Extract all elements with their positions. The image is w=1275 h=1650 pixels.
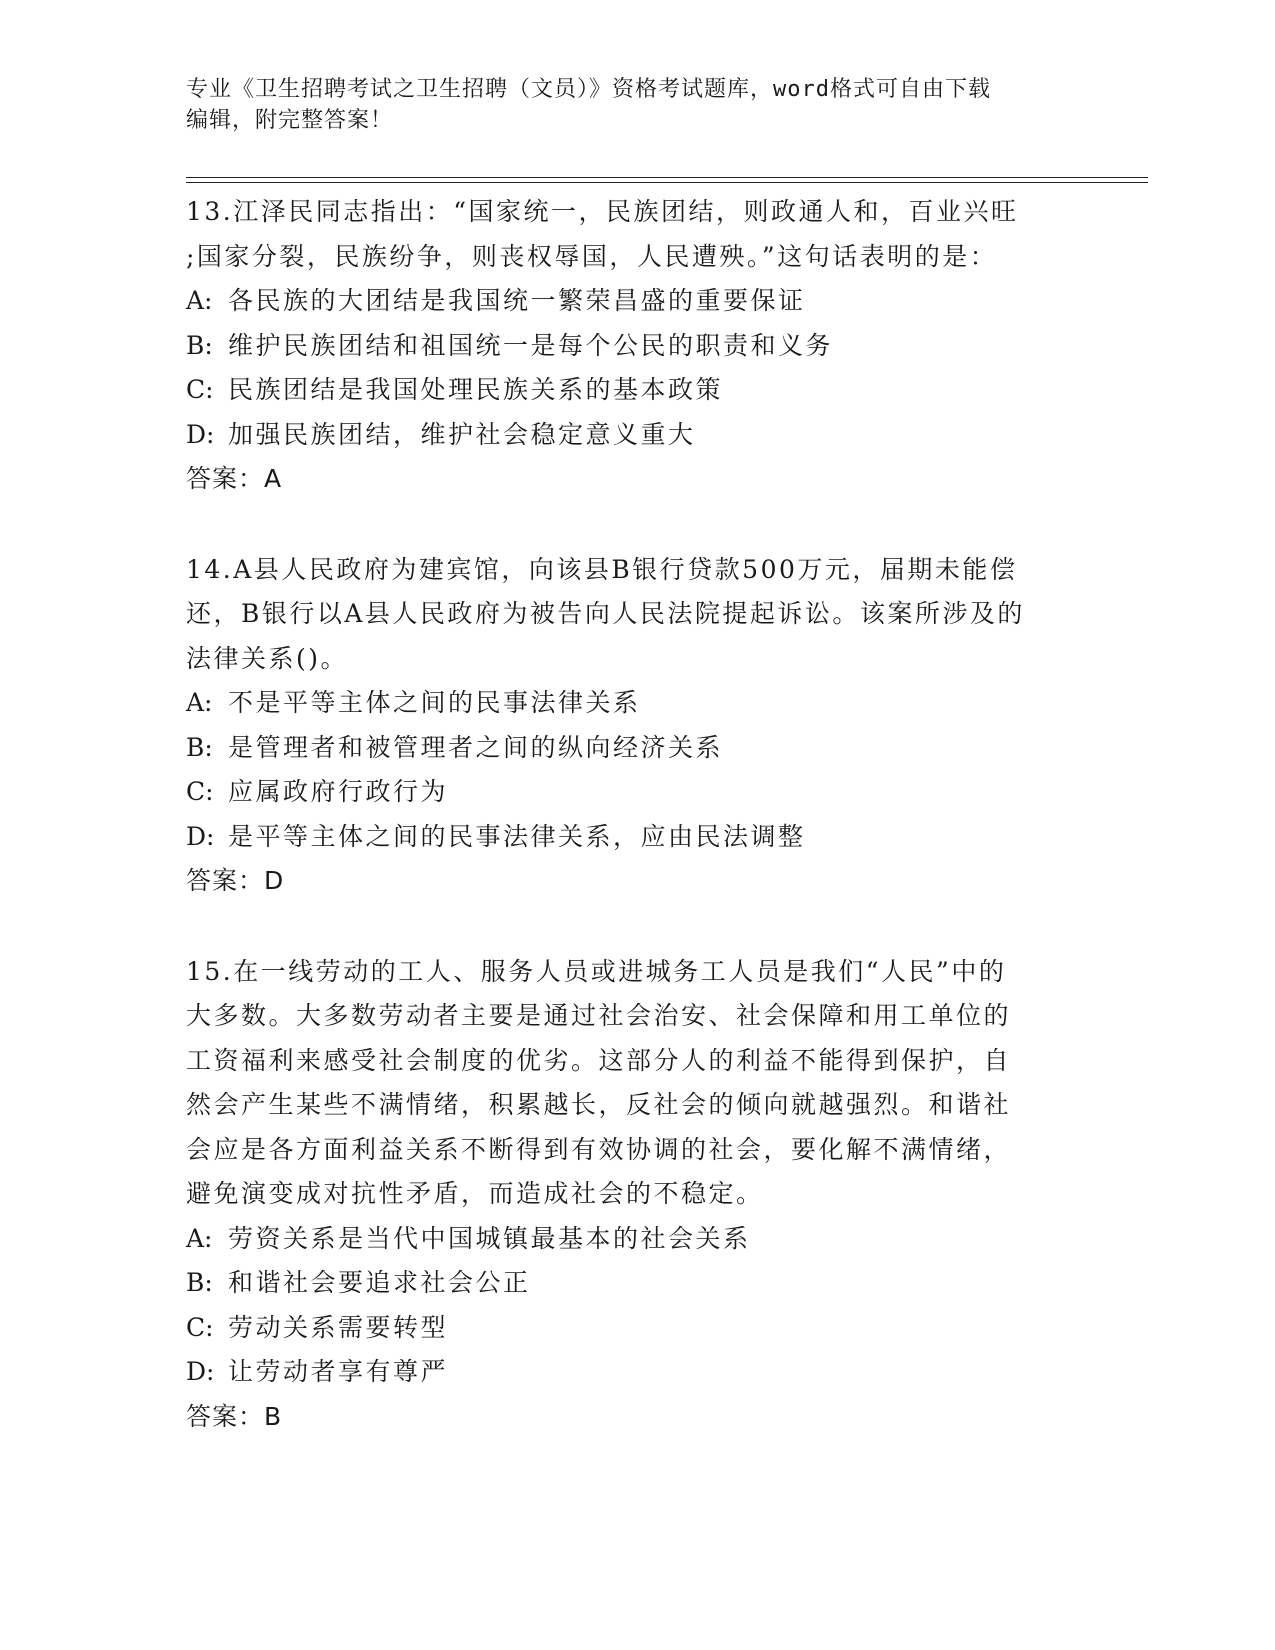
option-text: 加强民族团结，维护社会稳定意义重大 (228, 419, 696, 449)
option-c (186, 770, 1086, 815)
option-letter: D: (186, 419, 215, 449)
option-letter: B: (186, 732, 213, 762)
question-stem-line: 避免演变成对抗性矛盾，而造成社会的不稳定。 (186, 1179, 764, 1208)
question-stem-line: 然会产生某些不满情绪，积累越长，反社会的倾向就越强烈。和谐社 (186, 1090, 1012, 1119)
question-stem-line: 工资福利来感受社会制度的优劣。这部分人的利益不能得到保护，自 (186, 1045, 1012, 1075)
option-letter: A: (186, 688, 213, 717)
option-text: 让劳动者享有尊严 (228, 1357, 449, 1386)
question-stem-line: ;国家分裂，民族纷争，则丧权辱国，人民遭殃。”这句话表明的是： (186, 241, 998, 271)
option-letter: A: (186, 286, 213, 315)
option-d (186, 815, 1086, 860)
option-letter: C: (186, 375, 214, 404)
question-stem-line: 会应是各方面利益关系不断得到有效协调的社会，要化解不满情绪， (186, 1134, 1012, 1164)
option-b (186, 324, 1086, 369)
option-text: 和谐社会要追求社会公正 (228, 1268, 531, 1297)
question-stem-line: 还，B银行以A县人民政府为被告向人民法院提起诉讼。该案所涉及的 (186, 599, 1025, 628)
option-text: 劳资关系是当代中国城镇最基本的社会关系 (228, 1223, 751, 1253)
option-text: 是平等主体之间的民事法律关系，应由民法调整 (228, 821, 806, 851)
question-stem-line: 大多数。大多数劳动者主要是通过社会治安、社会保障和用工单位的 (186, 1001, 1012, 1030)
option-text: 劳动关系需要转型 (228, 1312, 449, 1342)
option-c (186, 368, 1086, 413)
question-15 (186, 950, 1086, 1440)
option-text: 维护民族团结和祖国统一是每个公民的职责和义务 (228, 330, 834, 360)
option-letter: A: (186, 1223, 213, 1253)
header-divider (186, 177, 1148, 178)
question-stem-line: 法律关系()。 (186, 643, 349, 673)
option-b (186, 1261, 1086, 1306)
document-header (186, 74, 1066, 136)
question-stem-line: 15.在一线劳动的工人、服务人员或进城务工人员是我们“人民”中的 (186, 956, 1007, 986)
option-a (186, 1217, 1086, 1262)
option-a (186, 681, 1086, 726)
option-letter: D: (186, 821, 215, 851)
option-text: 各民族的大团结是我国统一繁荣昌盛的重要保证 (228, 286, 806, 315)
option-letter: B: (186, 330, 213, 360)
option-letter: D: (186, 1357, 215, 1386)
question-stem-line: 13.江泽民同志指出：“国家统一，民族团结，则政通人和，百业兴旺 (186, 197, 1019, 226)
option-a (186, 279, 1086, 324)
question-list (186, 190, 1086, 1439)
option-letter: B: (186, 1268, 213, 1297)
option-d (186, 413, 1086, 458)
option-d (186, 1350, 1086, 1395)
option-text: 民族团结是我国处理民族关系的基本政策 (228, 375, 724, 404)
option-text: 不是平等主体之间的民事法律关系 (228, 688, 641, 717)
question-13 (186, 190, 1086, 502)
question-stem-line: 14.A县人民政府为建宾馆，向该县B银行贷款500万元，届期未能偿 (186, 554, 1018, 584)
header-line: 专业《卫生招聘考试之卫生招聘（文员）》资格考试题库，word格式可自由下载 (186, 77, 991, 102)
option-text: 应属政府行政行为 (228, 777, 449, 806)
option-letter: C: (186, 777, 214, 806)
header-divider (186, 182, 1148, 183)
option-letter: C: (186, 1312, 214, 1342)
answer-label: 答案：B (186, 1401, 283, 1431)
answer-label: 答案：D (186, 866, 285, 895)
option-b (186, 726, 1086, 771)
option-text: 是管理者和被管理者之间的纵向经济关系 (228, 732, 724, 762)
answer-label: 答案：A (186, 464, 283, 493)
question-14 (186, 548, 1086, 904)
option-c (186, 1306, 1086, 1351)
header-line: 编辑，附完整答案！ (186, 108, 394, 133)
